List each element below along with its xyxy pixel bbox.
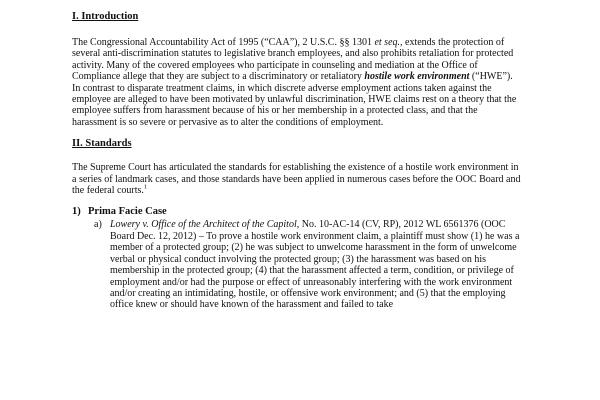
intro-text-3: (“HWE”). In contrast to disparate treatment claims, in which discrete adverse employment actions taken against the employee are alleged to have been motivated by unlawful discrimination, HWE claims rest on a theory that the employee suffers from harassment because of his or her membership in a protected class, and that the harassment is so severe or pervasive as to alter the conditions of employment. bbox=[72, 71, 517, 128]
case-text: , No. 10-AC-14 (CV, RP), 2012 WL 6561376 (OOC Board Dec. 12, 2012) – To prove a hostile work environment claim, a plaintiff must show (1) he was a member of a protected group; (2) he was subject to unwelcome harassment in the form of unwelcome verbal or physical conduct involving the protected group; (3) the harassment was based on his membership in the protected group; (4) that the harassment affected a term, condition, or privilege of employment and/or had the purpose or effect of unreasonably interfering with the work environment and/or creating an intimidating, hostile, or offensive work environment; and (5) that the employing office knew or should have known of the harassment and failed to take bbox=[110, 219, 520, 311]
subsection-title: Prima Facie Case bbox=[88, 206, 167, 218]
section-heading-introduction: I. Introduction bbox=[72, 11, 139, 22]
standards-text: The Supreme Court has articulated the standards for establishing the existence of a hostile work environment in a series of landmark cases, and those standards have been applied in numerous cases before the OOC Board and the federal courts. bbox=[72, 162, 521, 197]
standards-paragraph bbox=[72, 162, 522, 196]
document-page bbox=[72, 10, 522, 311]
subsection-heading-prima-facie bbox=[72, 205, 522, 218]
section-heading-standards: II. Standards bbox=[72, 138, 132, 150]
intro-text-1: The Congressional Accountability Act of 1995 (“CAA”), 2 U.S.C. §§ 1301 bbox=[72, 37, 375, 48]
introduction-paragraph bbox=[72, 37, 522, 128]
case-item-a bbox=[72, 219, 522, 310]
footnote-marker[interactable]: 1 bbox=[143, 183, 148, 191]
intro-hwe-term: hostile work environment bbox=[364, 71, 470, 83]
intro-text-2: , extends the protection of several anti-discrimination statutes to legislative branch employees, and also prohibits retaliation for protected activity. Many of the covered employees who participate in counseling and mediation at the Office of Compliance allege that they are subject to a discriminatory or retaliatory bbox=[72, 37, 514, 83]
subsection-number: 1) bbox=[72, 206, 81, 218]
intro-et-seq: et seq. bbox=[374, 37, 401, 48]
item-marker-a: a) bbox=[94, 219, 102, 231]
case-name: Lowery v. Office of the Architect of the Capitol bbox=[110, 219, 297, 231]
